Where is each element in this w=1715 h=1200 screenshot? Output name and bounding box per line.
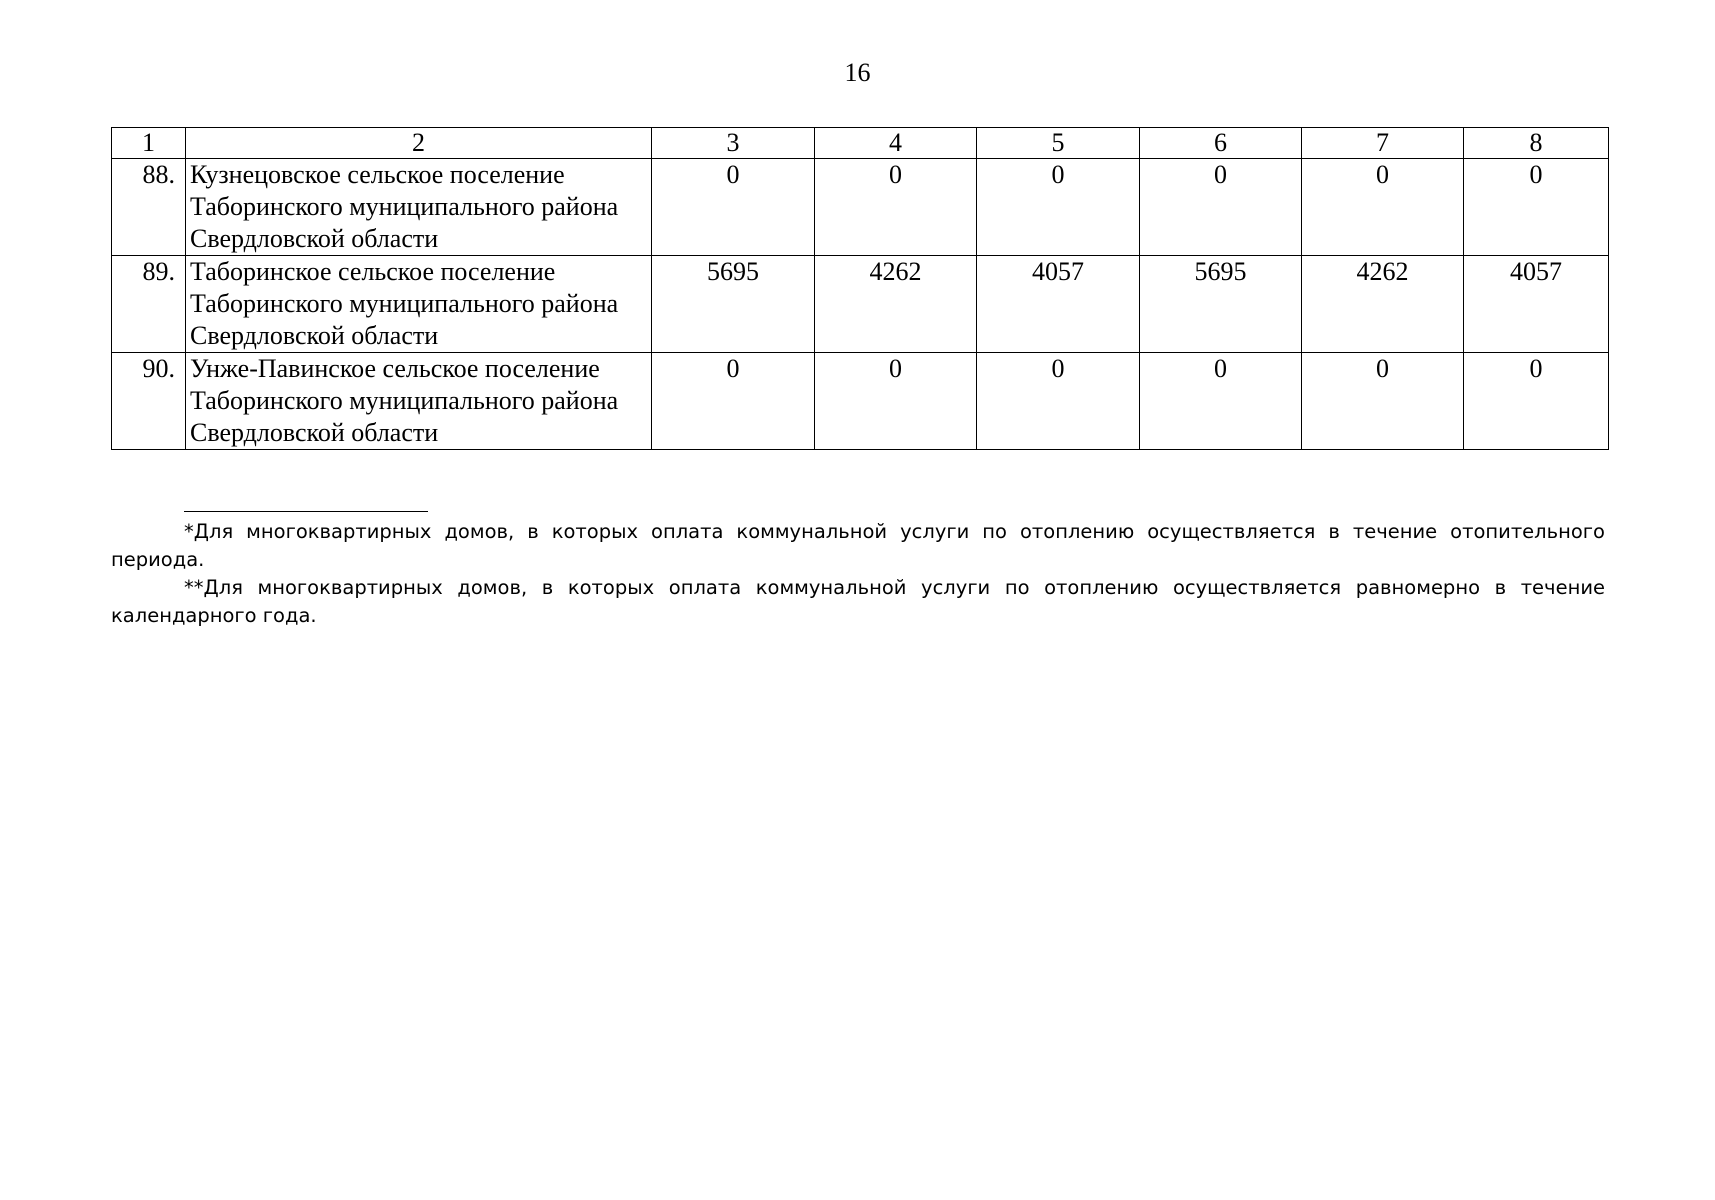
- value-cell: 0: [1140, 159, 1302, 256]
- row-number: 89.: [112, 256, 186, 353]
- value-cell: 0: [652, 353, 815, 450]
- value-cell: 4262: [815, 256, 977, 353]
- value-cell: 4057: [1464, 256, 1609, 353]
- column-header: 5: [977, 128, 1140, 159]
- table-header-row: [112, 128, 1609, 159]
- column-header: 2: [186, 128, 652, 159]
- value-cell: 4057: [977, 256, 1140, 353]
- value-cell: 4262: [1302, 256, 1464, 353]
- settlement-name: Унже-Павинское сельское поселение Таборинского муниципального района Свердловской области: [186, 353, 652, 450]
- column-header: 4: [815, 128, 977, 159]
- value-cell: 0: [1464, 159, 1609, 256]
- value-cell: 0: [815, 159, 977, 256]
- settlement-name: Таборинское сельское поселение Таборинского муниципального района Свердловской области: [186, 256, 652, 353]
- row-number: 90.: [112, 353, 186, 450]
- column-header: 7: [1302, 128, 1464, 159]
- settlement-name: Кузнецовское сельское поселение Таборинского муниципального района Свердловской области: [186, 159, 652, 256]
- data-table: [111, 127, 1609, 450]
- footnotes: [111, 518, 1605, 630]
- value-cell: 0: [977, 159, 1140, 256]
- column-header: 3: [652, 128, 815, 159]
- value-cell: 0: [1302, 353, 1464, 450]
- row-number: 88.: [112, 159, 186, 256]
- footnote-separator: [184, 511, 428, 512]
- table-row: [112, 353, 1609, 450]
- value-cell: 0: [652, 159, 815, 256]
- value-cell: 5695: [1140, 256, 1302, 353]
- value-cell: 0: [977, 353, 1140, 450]
- value-cell: 0: [815, 353, 977, 450]
- page-number: 16: [844, 58, 871, 87]
- column-header: 8: [1464, 128, 1609, 159]
- column-header: 6: [1140, 128, 1302, 159]
- value-cell: 0: [1140, 353, 1302, 450]
- column-header: 1: [112, 128, 186, 159]
- table-row: [112, 159, 1609, 256]
- footnote-calendar-year: **Для многоквартирных домов, в которых оплата коммунальной услуги по отоплению осуществляется равномерно в течение календарного года.: [111, 576, 1605, 627]
- table-row: [112, 256, 1609, 353]
- value-cell: 0: [1464, 353, 1609, 450]
- footnote-heating-period: *Для многоквартирных домов, в которых оплата коммунальной услуги по отоплению осуществляется в течение отопительного периода.: [111, 520, 1605, 571]
- value-cell: 5695: [652, 256, 815, 353]
- value-cell: 0: [1302, 159, 1464, 256]
